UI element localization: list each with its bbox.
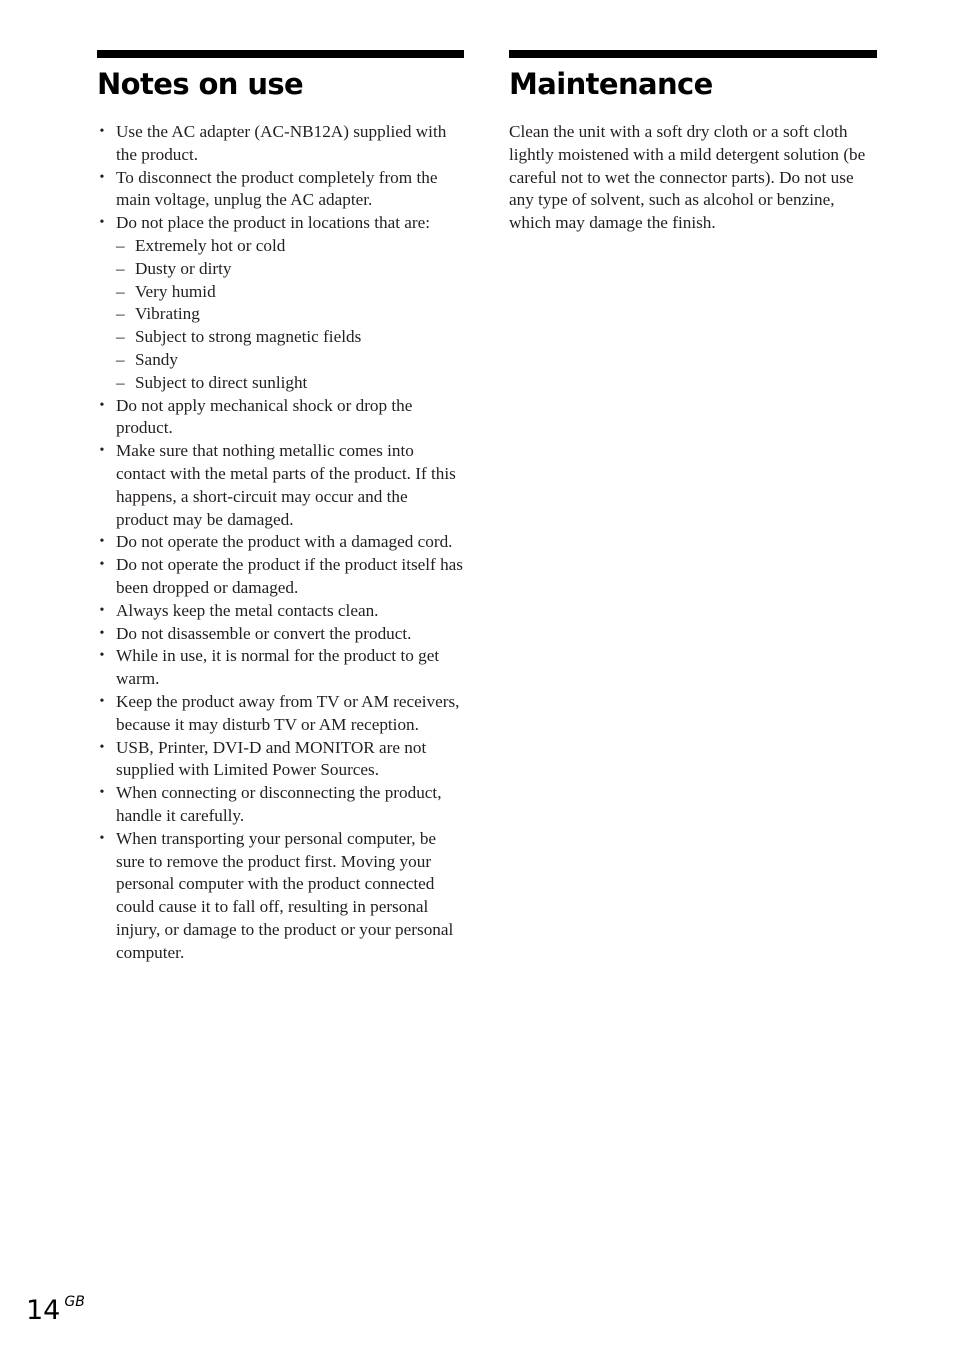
notes-list-item	[97, 121, 464, 167]
bullet-icon: •	[99, 785, 105, 801]
page-suffix: GB	[64, 1294, 85, 1310]
notes-item-text: USB, Printer, DVI-D and MONITOR are not supplied with Limited Power Sources.	[116, 737, 427, 780]
section-rule	[97, 50, 464, 58]
notes-subitem-text: Sandy	[135, 349, 178, 369]
bullet-icon: •	[99, 602, 105, 618]
bullet-icon: •	[99, 169, 105, 185]
notes-item-text: When transporting your personal computer, be sure to remove the product first. Moving your personal computer with the product connected could cause it to fall off, resulting in personal injury, or damage to the product or your personal computer.	[116, 828, 454, 962]
bullet-icon: •	[99, 397, 105, 413]
notes-item-text: Do not place the product in locations that are:	[116, 213, 431, 233]
notes-list-item	[97, 395, 464, 441]
bullet-icon: •	[99, 215, 105, 231]
notes-list-item	[97, 691, 464, 737]
bullet-icon: •	[99, 557, 105, 573]
notes-list-item	[97, 531, 464, 554]
dash-icon: –	[116, 304, 125, 324]
dash-icon: –	[116, 235, 125, 255]
notes-item-text: Make sure that nothing metallic comes into contact with the metal parts of the product. If this happens, a short-circuit may occur and the product may be damaged.	[116, 441, 456, 529]
bullet-icon: •	[99, 739, 105, 755]
notes-subitem	[116, 281, 464, 304]
bullet-icon: •	[99, 693, 105, 709]
notes-list	[97, 121, 464, 964]
notes-item-text: While in use, it is normal for the product to get warm.	[116, 646, 440, 689]
dash-icon: –	[116, 281, 125, 301]
maintenance-heading: Maintenance	[509, 67, 713, 101]
notes-subitem	[116, 349, 464, 372]
bullet-icon: •	[99, 625, 105, 641]
notes-item-text: Use the AC adapter (AC-NB12A) supplied with the product.	[116, 122, 447, 164]
notes-heading: Notes on use	[97, 67, 304, 101]
dash-icon: –	[116, 258, 125, 278]
notes-list-item	[97, 645, 464, 691]
bullet-icon: •	[99, 443, 105, 459]
notes-item-text: Do not operate the product if the product itself has been dropped or damaged.	[116, 555, 463, 597]
section-rule	[509, 50, 877, 58]
bullet-icon: •	[99, 124, 105, 139]
notes-subitem-text: Vibrating	[135, 304, 200, 324]
notes-item-text: Do not disassemble or convert the product.	[116, 623, 412, 643]
notes-subitem-text: Very humid	[135, 281, 216, 301]
notes-subitem	[116, 235, 464, 258]
dash-icon: –	[116, 327, 125, 347]
notes-subitem-text: Dusty or dirty	[135, 258, 232, 278]
notes-subitem	[116, 258, 464, 281]
bullet-icon: •	[99, 830, 105, 846]
notes-subitem-text: Extremely hot or cold	[135, 235, 286, 255]
notes-subitem	[116, 303, 464, 326]
notes-subitem	[116, 372, 464, 395]
notes-list-item	[97, 167, 464, 213]
notes-list-item	[97, 737, 464, 783]
notes-list-item	[97, 623, 464, 646]
bullet-icon: •	[99, 534, 105, 550]
notes-section	[97, 50, 464, 964]
notes-list-item	[97, 782, 464, 828]
notes-sublist	[116, 235, 464, 395]
page-number-value: 14	[26, 1295, 61, 1326]
notes-list-item	[97, 554, 464, 600]
maintenance-text: Clean the unit with a soft dry cloth or a soft cloth lightly moistened with a mild detergent solution (be careful not to wet the connector parts). Do not use any type of solvent, such as alcohol or benzine, which may damage the finish.	[509, 122, 866, 233]
notes-list-item	[97, 600, 464, 623]
notes-item-text: Keep the product away from TV or AM receivers, because it may disturb TV or AM reception.	[116, 691, 460, 734]
notes-item-text: To disconnect the product completely from the main voltage, unplug the AC adapter.	[116, 167, 438, 210]
notes-list-item	[97, 828, 464, 965]
dash-icon: –	[116, 372, 125, 392]
notes-item-text: Do not operate the product with a damaged cord.	[116, 532, 453, 552]
dash-icon: –	[116, 349, 125, 369]
maintenance-section	[509, 50, 877, 235]
page-number	[26, 1285, 85, 1328]
notes-item-text: Always keep the metal contacts clean.	[116, 600, 379, 620]
notes-subitem	[116, 326, 464, 349]
notes-subitem-text: Subject to direct sunlight	[135, 372, 308, 392]
notes-item-text: When connecting or disconnecting the product, handle it carefully.	[116, 783, 442, 825]
notes-list-item	[97, 440, 464, 531]
notes-list-item	[97, 212, 464, 394]
notes-subitem-text: Subject to strong magnetic fields	[135, 327, 362, 347]
notes-item-text: Do not apply mechanical shock or drop the product.	[116, 395, 413, 438]
bullet-icon: •	[99, 648, 105, 664]
